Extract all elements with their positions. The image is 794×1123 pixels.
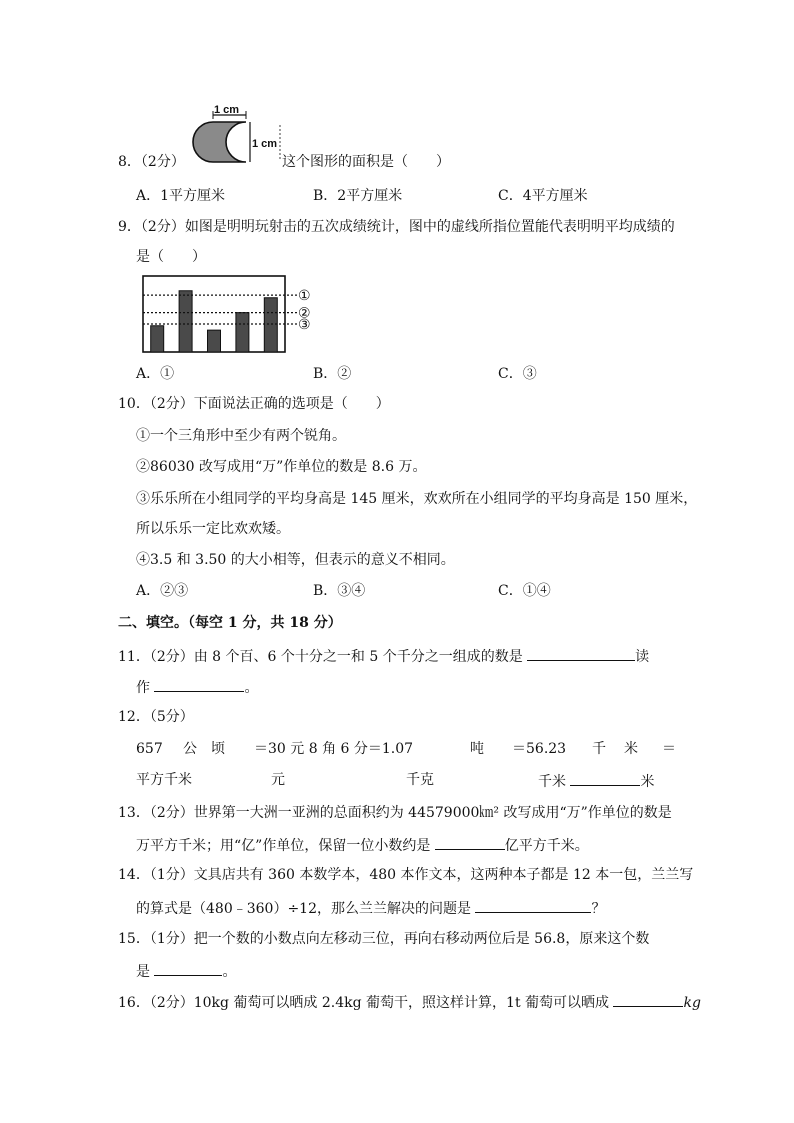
q9-option-a[interactable]: A．①: [136, 366, 175, 382]
q10-option-c[interactable]: C．①④: [498, 583, 551, 599]
q14-text-a: 的算式是（480﹣360）÷12，那么兰兰解决的问题是: [136, 901, 476, 917]
chart-bar-4: [236, 313, 249, 352]
q10-statement-3: ③乐乐所在小组同学的平均身高是 145 厘米，欢欢所在小组同学的平均身高是 150 厘米，: [136, 491, 698, 507]
reference-label-3: ③: [298, 316, 311, 332]
chart-bar-3: [208, 330, 221, 352]
q9-option-c[interactable]: C．③: [498, 366, 537, 382]
q10-statement-2: ②86030 改写成用“万”作单位的数是 8.6 万。: [136, 459, 427, 475]
q16-line1: [118, 992, 701, 1012]
q13-text-a: 万平方千米；用“亿”作单位，保留一位小数约是: [136, 838, 435, 854]
q12-row1-1: 657: [136, 741, 163, 757]
q8-shape: [193, 122, 246, 162]
q12-row2-2: 元: [271, 772, 285, 788]
q10-option-b[interactable]: B．③④: [313, 583, 366, 599]
q11-text-a: 11．（2分）由 8 个百、6 个十分之一和 5 个千分之一组成的数是: [118, 649, 528, 665]
q8-figure: [186, 103, 286, 163]
reference-label-2: ②: [298, 304, 311, 321]
q12-label: 12．（5分）: [118, 709, 194, 725]
chart-bar-5: [264, 298, 277, 352]
q10-statement-1: ①一个三角形中至少有两个锐角。: [136, 428, 346, 444]
q12-row2-1: 平方千米: [136, 772, 192, 788]
q11-text-c: 作: [136, 680, 155, 696]
q9-bar-chart: [141, 274, 321, 356]
q15-line1: 15．（1分）把一个数的小数点向左移动三位，再向右移动两位后是 56.8，原来这个数: [118, 931, 650, 947]
q8-option-c[interactable]: C．4平方厘米: [498, 188, 588, 204]
q12-row1-7: 千: [592, 741, 606, 757]
q9-stem-line1: 9．（2分）如图是明明玩射击的五次成绩统计，图中的虚线所指位置能代表明明平均成绩的: [118, 219, 675, 235]
q8-label: 8．（2分）: [118, 154, 185, 170]
section-2-title: 二、填空。（每空 1 分，共 18 分）: [118, 615, 342, 631]
q12-row2-4-text: 千米: [538, 774, 566, 790]
q11-text-b: 读: [635, 649, 650, 665]
q14-text-b: ？: [591, 901, 606, 917]
q12-row1-4: ＝30 元 8 角 6 分＝1.07: [254, 741, 414, 757]
q9-stem-line2: 是（ ）: [136, 249, 206, 265]
q9-option-b[interactable]: B．②: [313, 366, 352, 382]
q16-text-a: 16．（2分）10kg 葡萄可以晒成 2.4kg 葡萄干，照这样计算，1t 葡萄可以晒成: [118, 995, 614, 1011]
q16-text-b: kg: [683, 995, 701, 1011]
q8-option-a[interactable]: A．1平方厘米: [136, 188, 226, 204]
chart-bar-2: [179, 291, 192, 352]
q14-blank[interactable]: [475, 898, 591, 913]
q16-blank[interactable]: [613, 992, 683, 1007]
q8-text: 这个图形的面积是（ ）: [282, 154, 450, 170]
q15-line2: [136, 961, 236, 981]
q13-line1: 13．（2分）世界第一大洲一亚洲的总面积约为 44579000㎞² 改写成用“万”作单位的数是: [118, 805, 672, 821]
q12-row1-8: 米: [624, 741, 638, 757]
q11-line1: [118, 646, 649, 666]
q12-blank-5[interactable]: [570, 771, 640, 786]
q8-top-label: 1 cm: [214, 104, 240, 116]
q11-blank-2[interactable]: [154, 677, 244, 692]
q12-row1-2: 公: [183, 741, 197, 757]
q14-line2: [136, 898, 605, 918]
q12-row1-6: ＝56.23: [512, 741, 567, 757]
q12-row1-5: 吨: [470, 741, 484, 757]
q8-side-label: 1 cm: [252, 138, 278, 150]
q11-text-d: 。: [244, 680, 259, 696]
q10-stem: 10．（2分）下面说法正确的选项是（ ）: [118, 396, 390, 412]
q13-line2: [136, 835, 589, 855]
q12-row1-3: 顷: [211, 741, 225, 757]
q10-statement-3-cont: 所以乐乐一定比欢欢矮。: [136, 521, 290, 537]
q15-text-a: 是: [136, 964, 155, 980]
q10-statement-4: ④3.5 和 3.50 的大小相等，但表示的意义不相同。: [136, 552, 455, 568]
q13-blank[interactable]: [435, 835, 505, 850]
q11-blank-1[interactable]: [527, 646, 635, 661]
q10-option-a[interactable]: A．②③: [136, 583, 189, 599]
q12-row1-9: ＝: [662, 741, 676, 757]
chart-bar-1: [151, 326, 164, 352]
q12-row2-5-text: 米: [640, 774, 655, 790]
q15-text-b: 。: [222, 964, 237, 980]
q15-blank[interactable]: [154, 961, 222, 976]
q8-option-b[interactable]: B．2平方厘米: [313, 188, 403, 204]
q11-line2: [136, 677, 258, 697]
q13-text-b: 亿平方千米。: [504, 838, 589, 854]
q14-line1: 14．（1分）文具店共有 360 本数学本，480 本作文本，这两种本子都是 12 本一包，兰兰写: [118, 867, 694, 883]
q12-row2-3: 千克: [406, 772, 434, 788]
reference-label-1: ①: [298, 287, 311, 304]
q12-row2-4: [538, 771, 654, 791]
